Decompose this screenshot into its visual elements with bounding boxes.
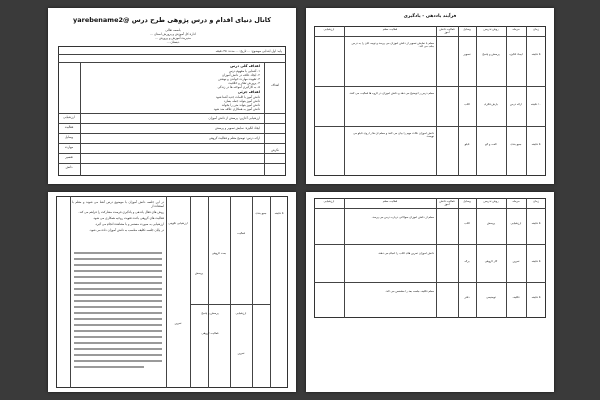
- side-label: نگرش: [271, 148, 279, 152]
- row-method: بارش فکری: [484, 103, 498, 106]
- side-label: ارزشیابی: [63, 115, 75, 119]
- row-time: ۱۰ دقیقه: [530, 103, 542, 106]
- row-time: ۵ دقیقه: [531, 53, 541, 56]
- goal-line: ۱- آشنایی با مفهوم درس: [228, 69, 260, 73]
- row-stage: جمع بندی: [510, 143, 522, 146]
- col-header: ارزشیابی: [323, 200, 335, 203]
- goal-line: ۳- تقویت مهارت خواندن و نوشتن: [218, 77, 260, 81]
- row-tool: برگه: [464, 260, 470, 263]
- row-text: دانش آموزان تمرین های کتاب را انجام می دهند.: [377, 252, 434, 255]
- page-title: فرآیند یاددهی - یادگیری: [403, 14, 457, 19]
- body-line: روش های فعال یاددهی و یادگیری فرصت مشارکت را فراهم می کند.: [78, 210, 164, 214]
- goal-line: ۵- به کارگیری آموخته ها در زندگی: [217, 85, 260, 89]
- document-page-4: [306, 192, 554, 392]
- col-label: ارزشیابی تکوینی: [168, 222, 188, 225]
- subgoal-line: دانش آموز به همکاری علاقه مند شود: [213, 107, 260, 111]
- row-text: دانش آموزان نکات مهم را بیان می کنند و معلم آن ها را روی تابلو می نویسد.: [353, 132, 434, 139]
- row-method: پرسش: [486, 222, 496, 225]
- row-tool: کتاب: [464, 103, 470, 106]
- row-time: ۵ دقیقه: [531, 260, 541, 263]
- plan-line: ارائه درس: توضیح معلم و فعالیت گروهی: [208, 136, 260, 140]
- goals-heading: اهداف کلی درس: [230, 64, 260, 68]
- row-stage: تمرین: [512, 260, 520, 263]
- side-label: فعالیت: [64, 125, 74, 129]
- row-method: گفت و گو: [485, 143, 497, 146]
- row-time: ۵ دقیقه: [531, 143, 541, 146]
- row-tool: دفتر: [464, 296, 470, 299]
- goal-line: ۲- ایجاد علاقه در دانش آموزان: [221, 73, 260, 77]
- col-header: ارزشیابی: [323, 28, 335, 31]
- col-label: پرسش: [194, 272, 204, 275]
- school-line: مدیریت آموزش و پرورش ...: [155, 36, 191, 40]
- col-label: ۵ دقیقه: [274, 212, 284, 215]
- row-stage: تکلیف: [512, 296, 520, 299]
- document-page-2: [306, 8, 554, 184]
- col-header: وسایل: [463, 200, 471, 203]
- col-header: فعالیت معلم: [382, 28, 398, 31]
- row-method: توضیحی: [486, 296, 496, 299]
- school-line: دبستان ...: [166, 40, 180, 44]
- row-text: معلم از دانش آموزان سوالاتی درباره درس می پرسد.: [371, 216, 434, 219]
- col-header: مرحله: [512, 200, 520, 203]
- col-header: روش تدریس: [483, 200, 499, 203]
- document-page-3: [48, 192, 296, 392]
- col-label: فعالیت: [237, 232, 245, 235]
- col-header: فعالیت دانش آموز: [439, 200, 455, 207]
- row-tool: تابلو: [464, 143, 470, 146]
- row-text: معلم درس را توضیح می دهد و دانش آموزان در گروه ها فعالیت می کنند.: [349, 92, 434, 95]
- col-label: بحث گروهی: [211, 252, 227, 255]
- row-text: معلم تکلیف جلسه بعد را مشخص می کند.: [385, 290, 434, 293]
- school-line: اداره کل آموزش و پرورش استان ...: [150, 32, 196, 36]
- side-label: وسایل: [65, 135, 73, 139]
- mid-label: ارزشیابی: [235, 312, 247, 315]
- row-time: ۵ دقیقه: [531, 296, 541, 299]
- goal-line: ۴- پرورش تفکر و خلاقیت: [228, 81, 260, 85]
- col-header: روش تدریس: [483, 28, 499, 31]
- row-method: پرسش و پاسخ: [482, 53, 500, 56]
- col-header: مرحله: [512, 28, 520, 31]
- body-line: ارزشیابی به صورت مستمر و با مشاهده انجام می گیرد.: [94, 222, 164, 226]
- plan-line: ارزشیابی آغازین: پرسش از دانش آموزان: [208, 116, 260, 120]
- subgoal-line: دانش آموز بتواند متن را بخواند: [221, 103, 260, 107]
- row-stage: ارزشیابی: [510, 222, 522, 225]
- document-page-1: [48, 8, 296, 184]
- side-label: دانش: [65, 165, 73, 169]
- info-row: پایه: اول ابتدایی موضوع: ... تاریخ: ... مدت: ۴۵ دقیقه: [215, 49, 282, 53]
- body-line: فعالیت های گروهی باعث تقویت روحیه همکاری می شود.: [92, 216, 164, 220]
- page-title: کانال دنیای اقدام و درس پژوهی طرح درس @yarebename2: [72, 16, 272, 24]
- col-header: فعالیت دانش آموز: [439, 28, 455, 35]
- subgoal-line: دانش آموز با کلمات جدید آشنا شود: [215, 95, 260, 99]
- col-label: جمع بندی: [255, 212, 267, 215]
- body-line: در پایان جلسه تکلیف مناسب به دانش آموزان داده می شود.: [89, 228, 164, 232]
- side-label: اهداف: [271, 83, 279, 87]
- side-label: تفسیر: [65, 155, 73, 159]
- row-method: کار گروهی: [484, 260, 498, 263]
- mid-label: پرسش و پاسخ: [201, 312, 219, 315]
- col-header: زمان: [533, 28, 539, 31]
- plan-line: ایجاد انگیزه: نمایش تصویر و پرسش: [215, 126, 260, 130]
- body-line: در این جلسه دانش آموزان با موضوع درس آشنا می شوند و معلم با استفاده از: [72, 200, 164, 208]
- row-stage: ایجاد انگیزه: [509, 53, 523, 56]
- row-tool: تصویر: [463, 53, 471, 56]
- col-header: فعالیت معلم: [382, 200, 398, 203]
- mid-label: فعالیت گروهی: [201, 332, 219, 335]
- subgoal-line: دانش آموز بتواند جمله بسازد: [223, 99, 260, 103]
- row-time: ۵ دقیقه: [531, 222, 541, 225]
- subgoals-heading: اهداف جزئی: [237, 90, 260, 94]
- row-stage: ارائه درس: [509, 103, 523, 106]
- col-header: زمان: [533, 200, 539, 203]
- row-text: معلم با نمایش تصویر از دانش آموزان می پرسد و توجه آنان را به درس جلب می کند.: [351, 42, 434, 49]
- col-label: تمرین: [174, 322, 182, 325]
- col-header: وسایل: [463, 28, 471, 31]
- school-line: باسمه تعالی: [165, 28, 181, 32]
- row-tool: کتاب: [464, 222, 470, 225]
- mid-label: تمرین: [237, 352, 245, 355]
- side-label: مهارت: [64, 145, 74, 149]
